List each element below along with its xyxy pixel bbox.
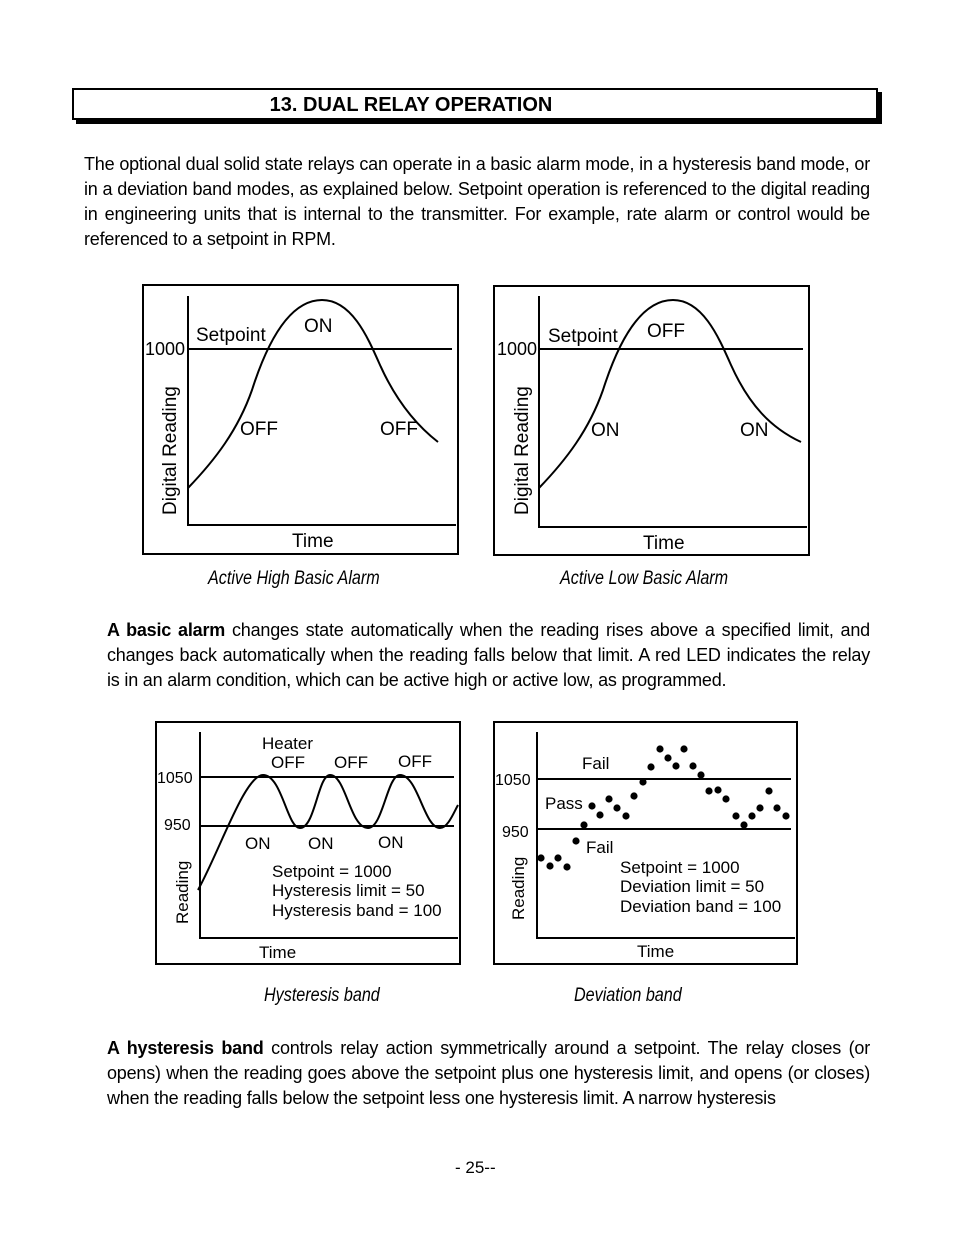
deviation-note-limit: Deviation limit = 50 [620, 877, 765, 896]
deviation-dot [596, 811, 603, 818]
deviation-caption: Deviation band [574, 985, 682, 1006]
deviation-dot [756, 804, 763, 811]
deviation-dot [622, 812, 629, 819]
page-number: - 25-- [455, 1158, 496, 1177]
deviation-dot [765, 787, 772, 794]
hysteresis-text: controls relay action symmetrically around a setpoint. The relay closes (or opens) when the reading goes above the setpoint plus one hysteresis limit, and opens (or closes) when the reading falls below the setpoint less one hysteresis limit. A narrow hysteresis [107, 1038, 870, 1108]
hysteresis-on-2: ON [308, 834, 334, 853]
deviation-dot [689, 762, 696, 769]
deviation-dot [554, 854, 561, 861]
hysteresis-note-setpoint: Setpoint = 1000 [272, 862, 392, 881]
hysteresis-off-3: OFF [398, 752, 432, 771]
high-alarm-left-state: OFF [240, 419, 278, 440]
hysteresis-xlabel: Time [259, 943, 297, 962]
basic-alarm-paragraph [107, 618, 870, 693]
deviation-dot [664, 754, 671, 761]
deviation-dot [740, 821, 747, 828]
deviation-dot [605, 795, 612, 802]
hysteresis-lower-level: 950 [164, 817, 191, 834]
hysteresis-note-limit: Hysteresis limit = 50 [272, 881, 425, 900]
high-alarm-right-state: OFF [380, 419, 418, 440]
hysteresis-on-3: ON [378, 833, 404, 852]
low-alarm-ylabel: Digital Reading [512, 386, 533, 515]
deviation-dot [647, 763, 654, 770]
hysteresis-paragraph [107, 1036, 870, 1111]
high-alarm-setpoint-label: Setpoint [196, 325, 266, 346]
high-alarm-caption: Active High Basic Alarm [208, 568, 380, 589]
deviation-lower-level: 950 [502, 824, 529, 841]
deviation-dot [722, 795, 729, 802]
deviation-fail-top: Fail [582, 754, 610, 773]
hysteresis-ylabel: Reading [173, 860, 192, 924]
deviation-dot [563, 863, 570, 870]
deviation-dot [580, 821, 587, 828]
low-alarm-level: 1000 [497, 339, 538, 359]
deviation-dot [537, 854, 544, 861]
deviation-note-band: Deviation band = 100 [620, 897, 782, 916]
hysteresis-upper-level: 1050 [157, 770, 193, 787]
hysteresis-note-band: Hysteresis band = 100 [272, 901, 442, 920]
low-alarm-top-state: OFF [647, 321, 685, 342]
deviation-dot [748, 812, 755, 819]
hysteresis-term: A hysteresis band [107, 1038, 264, 1058]
deviation-dot [572, 837, 579, 844]
deviation-ylabel: Reading [509, 856, 528, 920]
deviation-dot [588, 802, 595, 809]
deviation-dot [705, 787, 712, 794]
high-alarm-xlabel: Time [292, 531, 334, 552]
deviation-dot [656, 745, 663, 752]
hysteresis-heater-label: Heater [262, 734, 314, 753]
intro-paragraph: The optional dual solid state relays can operate in a basic alarm mode, in a hysteresis band mode, or in a deviation band modes, as explained below. Setpoint operation is referenced to the digital reading in engineering units that is internal to the transmitter. For example, rate alarm or control would be referenced to a setpoint in RPM. [84, 154, 870, 249]
low-alarm-setpoint-label: Setpoint [548, 326, 618, 347]
hysteresis-caption: Hysteresis band [264, 985, 380, 1006]
deviation-dot [680, 745, 687, 752]
deviation-dot [773, 804, 780, 811]
deviation-dot [697, 771, 704, 778]
low-alarm-caption: Active Low Basic Alarm [560, 568, 729, 589]
basic-alarm-term: A basic alarm [107, 620, 226, 640]
deviation-dot [630, 792, 637, 799]
deviation-dot [613, 804, 620, 811]
section-title: 13. DUAL RELAY OPERATION [269, 94, 553, 116]
deviation-dot [782, 812, 789, 819]
hysteresis-off-1: OFF [271, 753, 305, 772]
basic-alarm-text: changes state automatically when the reading rises above a specified limit, and changes back automatically when the reading falls below that limit. A red LED indicates the relay is in an alarm condition, which can be active high or active low, as programmed. [107, 620, 870, 690]
hysteresis-on-1: ON [245, 834, 271, 853]
deviation-note-setpoint: Setpoint = 1000 [620, 858, 740, 877]
high-alarm-top-state: ON [304, 316, 333, 337]
deviation-frame [494, 722, 797, 964]
deviation-upper-level: 1050 [495, 772, 531, 789]
hysteresis-off-2: OFF [334, 753, 368, 772]
low-alarm-right-state: ON [740, 420, 769, 441]
deviation-fail-bottom: Fail [586, 838, 614, 857]
deviation-dot [714, 786, 721, 793]
deviation-pass: Pass [545, 794, 583, 813]
deviation-xlabel: Time [637, 942, 675, 961]
high-alarm-level: 1000 [145, 339, 186, 359]
high-alarm-ylabel: Digital Reading [160, 386, 181, 515]
deviation-dot [732, 812, 739, 819]
deviation-dot [672, 762, 679, 769]
deviation-dot [639, 778, 646, 785]
low-alarm-xlabel: Time [643, 533, 685, 554]
deviation-dot [546, 862, 553, 869]
low-alarm-left-state: ON [591, 420, 620, 441]
